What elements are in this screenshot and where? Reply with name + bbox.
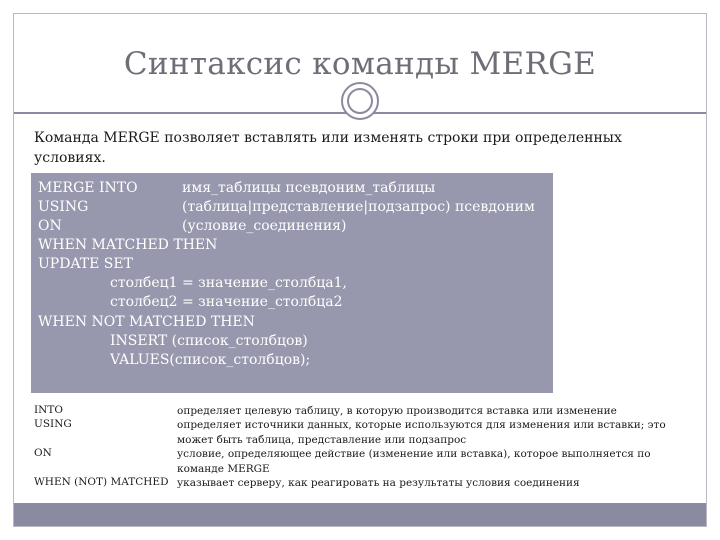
code-line-9: INSERT (список_столбцов)	[110, 333, 308, 349]
code-line-6: столбец1 = значение_столбца1,	[110, 275, 348, 291]
code-line-3-argument: (условие_соединения)	[182, 218, 347, 234]
footer-bar	[14, 503, 706, 526]
code-line-5: UPDATE SET	[38, 256, 133, 272]
code-line-2-argument: (таблица|представление|подзапрос) псевдоним	[182, 199, 535, 215]
code-line-3-keyword: ON	[38, 218, 62, 234]
code-line-7: столбец2 = значение_столбца2	[110, 294, 343, 310]
definition-term: INTO	[34, 404, 63, 416]
code-line-4: WHEN MATCHED THEN	[38, 237, 218, 253]
definition-description: определяет целевую таблицу, в которую производится вставка или изменение	[177, 405, 617, 417]
definition-description: определяет источники данных, которые используются для изменения или вставки; это может быть таблица, представление или подзапрос	[177, 419, 666, 446]
code-line-1-keyword: MERGE INTO	[38, 180, 138, 196]
code-line-2-keyword: USING	[38, 199, 89, 215]
code-block	[31, 173, 553, 393]
definition-term: ON	[34, 447, 52, 459]
definition-term: USING	[34, 418, 72, 430]
code-line-8: WHEN NOT MATCHED THEN	[38, 314, 255, 330]
definition-description: указывает серверу, как реагировать на результаты условия соединения	[177, 477, 580, 489]
intro-text: Команда MERGE позволяет вставлять или изменять строки при определенных условиях.	[34, 130, 622, 166]
definition-term: WHEN (NOT) MATCHED	[34, 476, 169, 488]
code-line-10: VALUES(список_столбцов);	[110, 352, 311, 368]
circle-emblem-icon	[341, 82, 379, 120]
slide-title: Синтаксис команды MERGE	[123, 46, 597, 82]
code-line-1-argument: имя_таблицы псевдоним_таблицы	[182, 180, 436, 196]
definition-description: условие, определяющее действие (изменение или вставка), которое выполняется по команде MERGE	[177, 448, 651, 475]
